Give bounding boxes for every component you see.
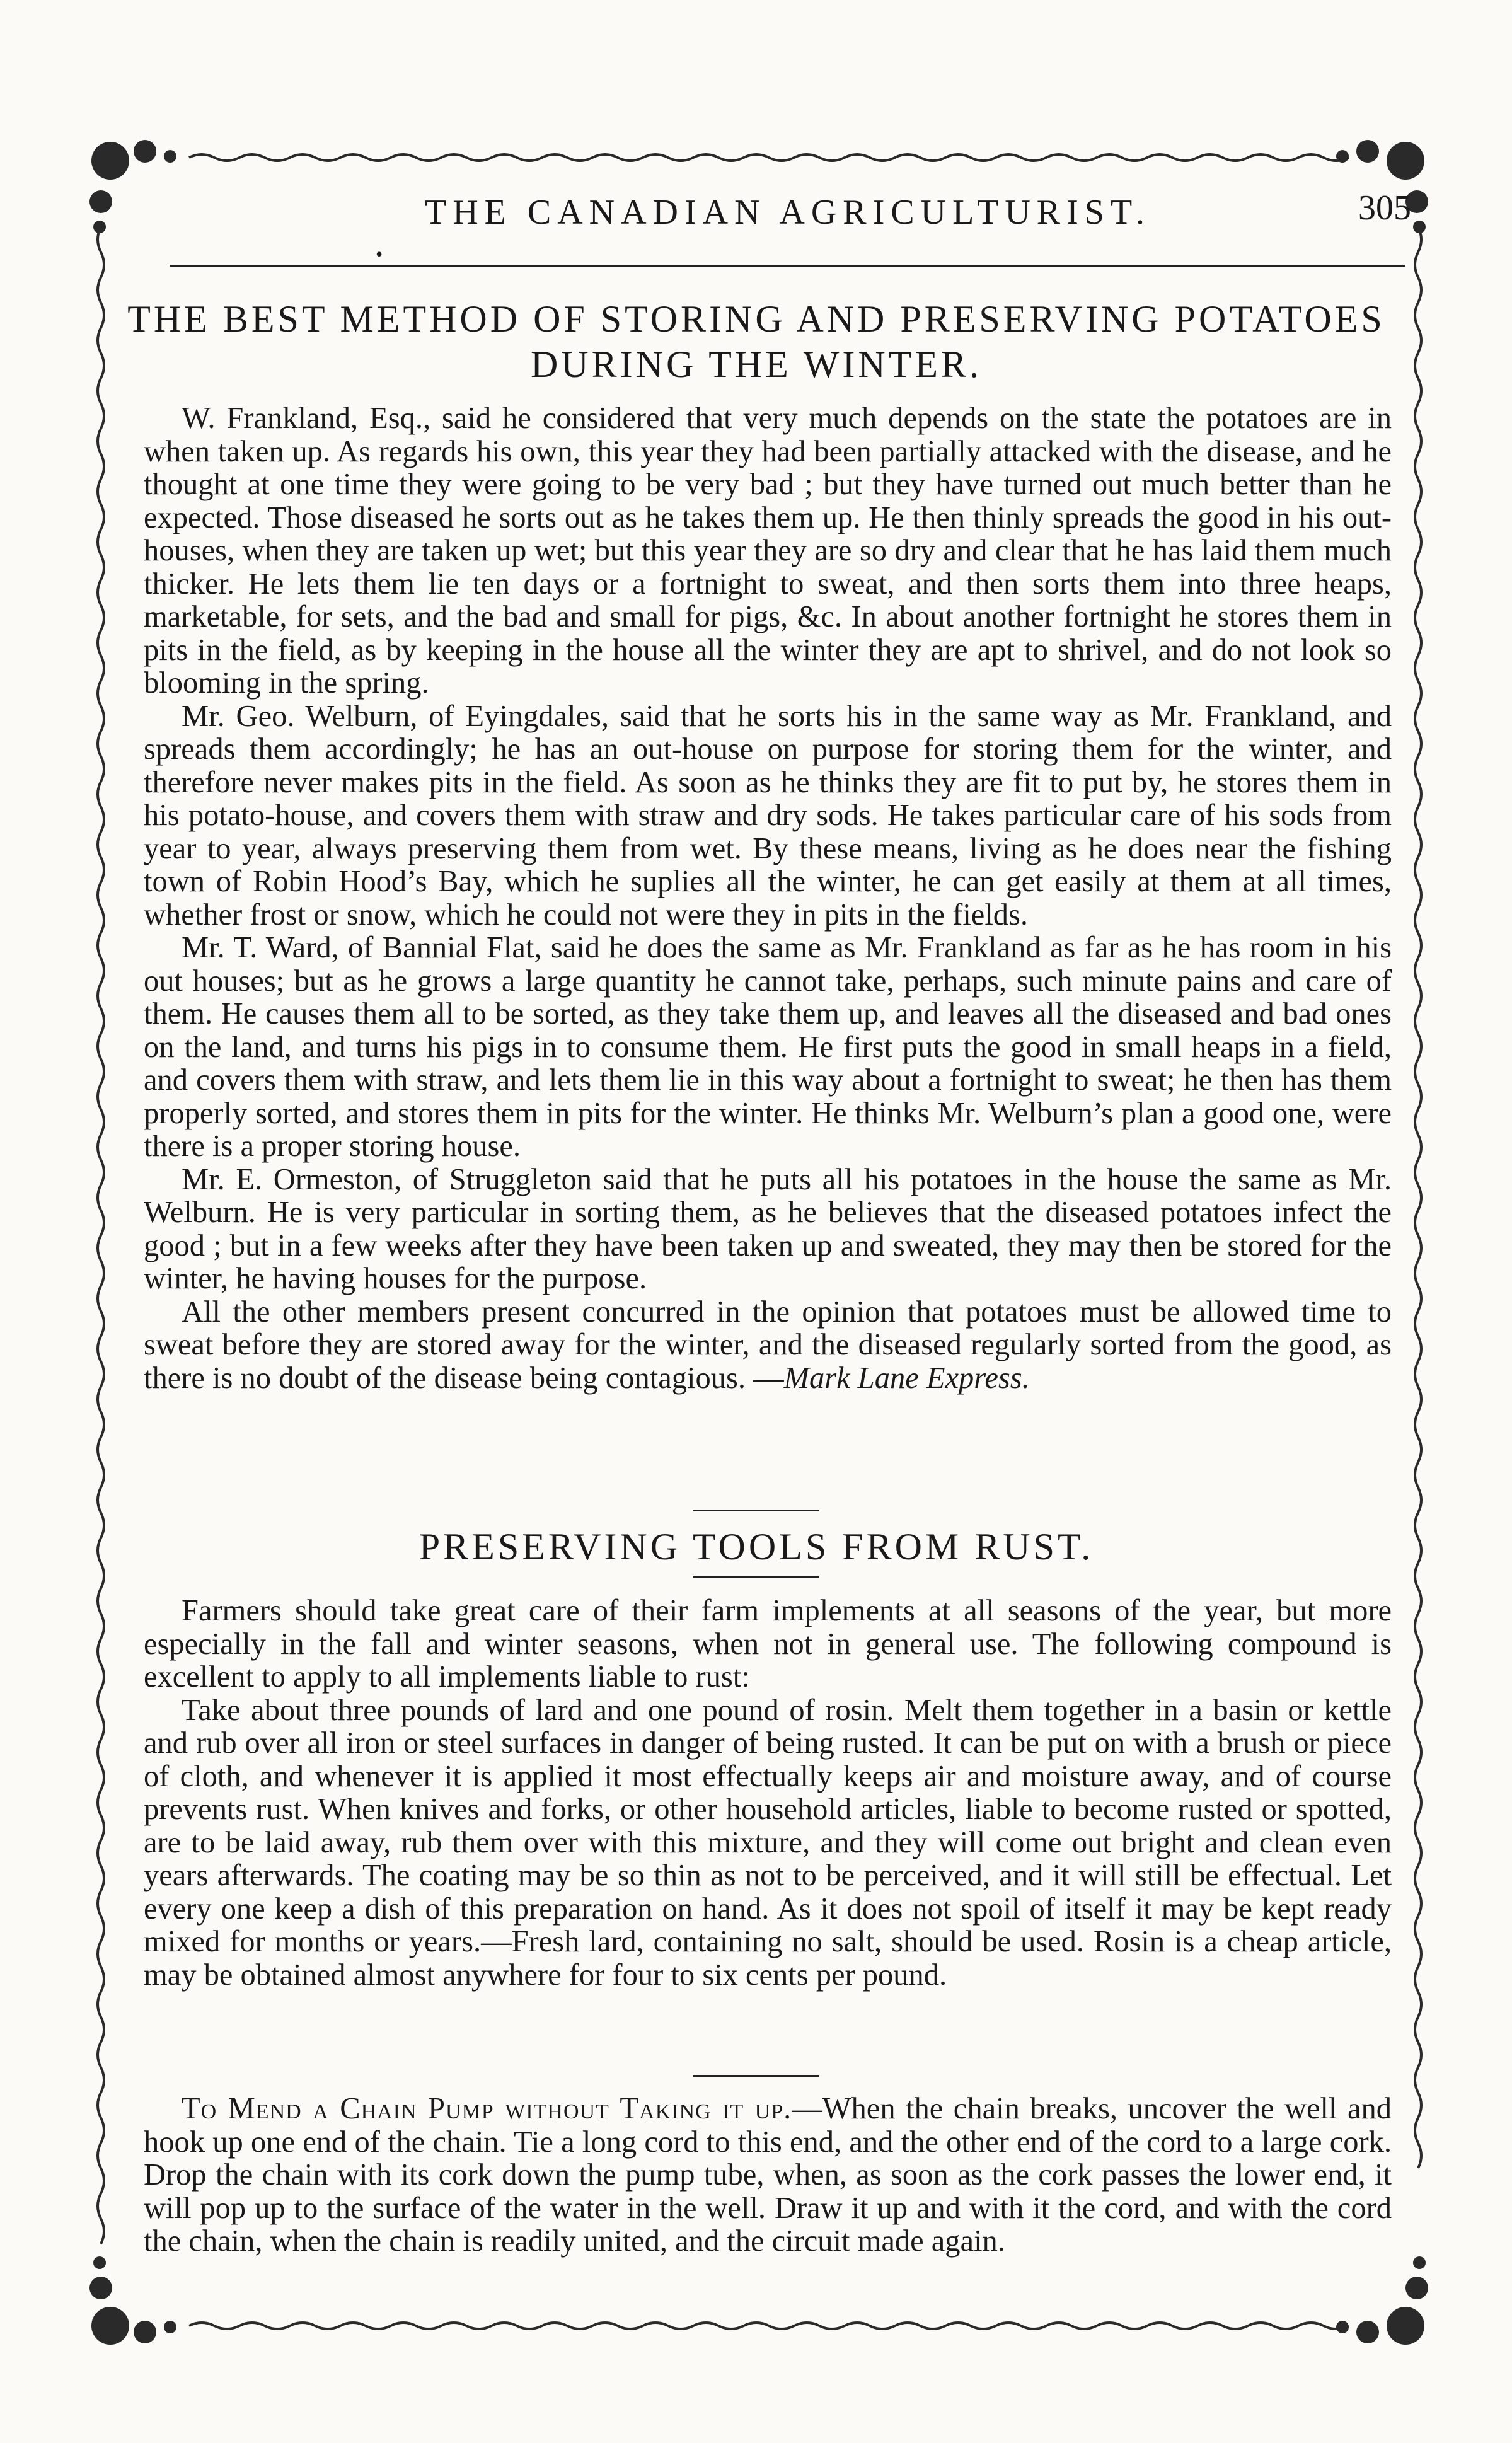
corner-ornament-icon [89,2256,176,2345]
article-body [144,2093,1392,2258]
corner-ornament-icon [89,140,176,233]
article-title-line: THE BEST METHOD OF STORING AND PRESERVING POTATOES [127,298,1385,340]
ornament-dot: • [376,243,383,265]
paragraph [144,1296,1392,1395]
article-title [126,296,1387,387]
paragraph: Take about three pounds of lard and one pound of rosin. Melt them together in a basin or kettle and rub over all iron or steel surfaces in danger of being rusted. It can be put on with a brush or piece of cloth, and whenever it is applied it most effectually keeps air and moisture away, and of course prevents rust. When knives and forks, or other household articles, liable to become rusted or spotted, are to be laid away, rub them over with this mixture, and they will come out bright and clean even years afterwards. The coating may be so thin as not to be perceived, and it will still be effectual. Let every one keep a dish of this preparation on hand. As it does not spoil of itself it may be kept ready mixed for months or years.—Fresh lard, containing no salt, should be used. Rosin is a cheap article, may be obtained almost anywhere for four to six cents per pound. [144,1693,1392,1992]
article-body [144,1595,1392,1992]
paragraph-lead: To Mend a Chain Pump without Taking it up. [182,2092,792,2125]
paragraph: Mr. E. Ormeston, of Struggleton said that he puts all his potatoes in the house the same as Mr. Welburn. He is very particular in sorting them, as he believes that the diseased potatoes infect the good ; but in a few weeks after they have been taken up and sweated, they may then be stored for the winter, he having houses for the purpose. [144,1162,1392,1295]
paragraph-text: —When the chain breaks, uncover the well and hook up one end of the chain. Tie a long cord to this end, and the other end of the cord to a large cork. Drop the chain with its cork down the pump tube, when, as soon as the cork passes the lower end, it will pop up to the surface of the water in the well. Draw it up and with it the cord, and with the cord the chain, when the chain is readily united, and the circuit made again. [144,2092,1392,2258]
section-rule [693,1576,819,1578]
header-rule [170,265,1405,267]
source-credit: Mark Lane Express. [783,1361,1030,1395]
corner-ornament-icon [1336,2256,1428,2345]
paragraph: Mr. Geo. Welburn, of Eyingdales, said that he sorts his in the same way as Mr. Frankland, and spreads them accordingly; he has an out-house on purpose for storing them for the winter, and therefore never makes pits in the field. As soon as he thinks they are fit to put by, he stores them in his potato-house, and covers them with straw and dry sods. He takes particular care of his sods from year to year, always preserving them from wet. By these means, living as he does near the fishing town of Robin Hood’s Bay, which he suplies all the winter, he can get easily at them at all times, whether frost or snow, which he could not were they in pits in the fields. [144,699,1392,932]
paragraph: W. Frankland, Esq., said he considered that very much depends on the state the potatoes are in when taken up. As regards his own, this year they had been partially attacked with the disease, and he thought at one time they were going to be very bad ; but they have turned out much better than he expected. Those diseased he sorts out as he takes them up. He then thinly spreads the good in his out-houses, when they are taken up wet; but this year they are so dry and clear that he has laid them much thicker. He lets them lie ten days or a fortnight to sweat, and then sorts them into three heaps, marketable, for sets, and the bad and small for pigs, &c. In about another fortnight he stores them in pits in the field, as by keeping in the house all the winter they are apt to shrivel, and do not look so blooming in the spring. [144,401,1392,700]
paragraph: Mr. T. Ward, of Bannial Flat, said he does the same as Mr. Frankland as far as he has room in his out houses; but as he grows a large quantity he cannot take, perhaps, such minute pains and care of them. He causes them all to be sorted, as they take them up, and leaves all the diseased and bad ones on the land, and turns his pigs in to consume them. He first puts the good in small heaps in a field, and covers them with straw, and lets them lie in this way about a fortnight to sweat; he then has them properly sorted, and stores them in pits for the winter. He thinks Mr. Welburn’s plan a good one, were there is a proper storing house. [144,931,1392,1163]
article-title-line: DURING THE WINTER. [530,344,983,385]
article-title: PRESERVING TOOLS FROM RUST. [418,1526,1094,1568]
paragraph [144,2093,1392,2258]
article-body [144,402,1392,1395]
section-rule [693,2075,819,2077]
section-rule [693,1510,819,1511]
paragraph-text: All the other members present concurred in the opinion that potatoes must be allowed time to sweat before they are stored away for the winter, and the diseased regularly sorted from the good, as there is no doubt of the disease being contagious. — [144,1295,1392,1395]
running-title: THE CANADIAN AGRICULTURIST. [425,193,1151,232]
page-number: 305 [1358,188,1411,228]
paragraph: Farmers should take great care of their farm implements at all seasons of the year, but more especially in the fall and winter seasons, when not in general use. The following compound is excellent to apply to all implements liable to rust: [144,1594,1392,1694]
